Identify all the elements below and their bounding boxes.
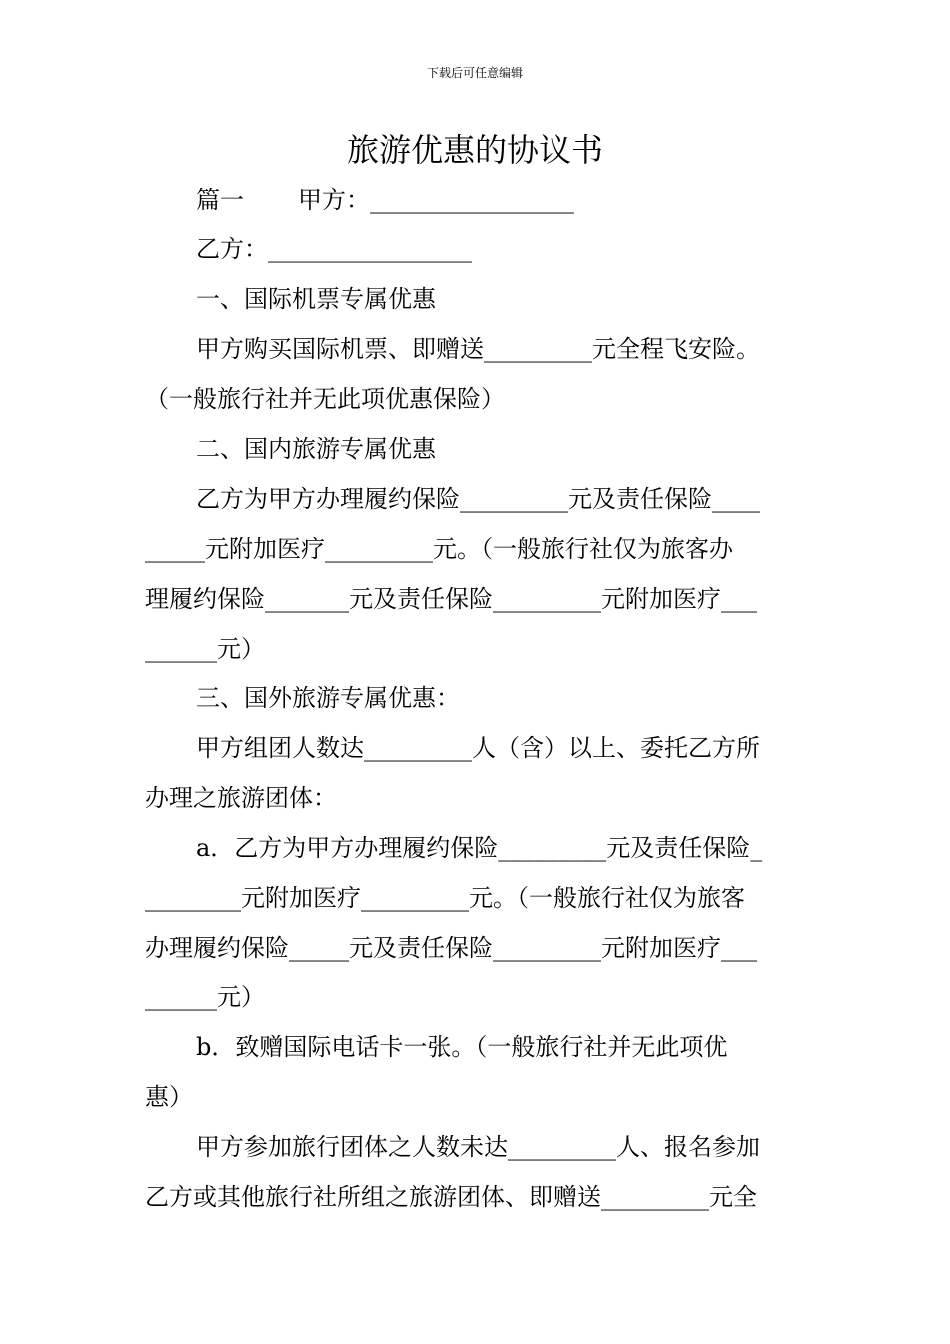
paragraph-line: ______元） xyxy=(145,983,265,1011)
party-b-line: 乙方：_________________ xyxy=(196,235,472,263)
paragraph-line: 甲方参加旅行团体之人数未达_________人、报名参加 xyxy=(196,1133,760,1161)
paragraph-line: 惠） xyxy=(145,1083,193,1111)
section-label: 篇一 xyxy=(196,186,244,214)
paragraph-line: 乙方或其他旅行社所组之旅游团体、即赠送_________元全 xyxy=(145,1183,757,1211)
paragraph-line: 甲方组团人数达_________人（含）以上、委托乙方所 xyxy=(196,734,760,762)
paragraph-line: _____元附加医疗_________元。（一般旅行社仅为旅客办 xyxy=(145,535,733,563)
paragraph-line: 办理之旅游团体： xyxy=(145,784,337,812)
party-a-line xyxy=(196,185,810,215)
paragraph-line: a．乙方为甲方办理履约保险_________元及责任保险_ xyxy=(196,834,763,862)
paragraph-line: 乙方为甲方办理履约保险_________元及责任保险____ xyxy=(196,485,760,513)
paragraph-line: ________元附加医疗_________元。（一般旅行社仅为旅客 xyxy=(145,884,745,912)
paragraph-line: 办理履约保险_____元及责任保险_________元附加医疗___ xyxy=(145,934,757,962)
section-heading: 三、国外旅游专属优惠： xyxy=(196,684,460,712)
section-heading: 一、国际机票专属优惠 xyxy=(196,285,436,313)
document-title: 旅游优惠的协议书 xyxy=(346,131,603,169)
paragraph-line: 理履约保险_______元及责任保险_________元附加医疗___ xyxy=(145,585,757,613)
paragraph-line: （一般旅行社并无此项优惠保险） xyxy=(145,385,505,413)
header-note: 下载后可任意编辑 xyxy=(426,66,523,80)
section-heading: 二、国内旅游专属优惠 xyxy=(196,435,436,463)
party-a-field: 甲方：_________________ xyxy=(298,186,574,214)
paragraph-line: 甲方购买国际机票、即赠送_________元全程飞安险。 xyxy=(196,335,760,363)
paragraph-line: b．致赠国际电话卡一张。（一般旅行社并无此项优 xyxy=(196,1033,728,1061)
paragraph-line: ______元） xyxy=(145,635,265,663)
